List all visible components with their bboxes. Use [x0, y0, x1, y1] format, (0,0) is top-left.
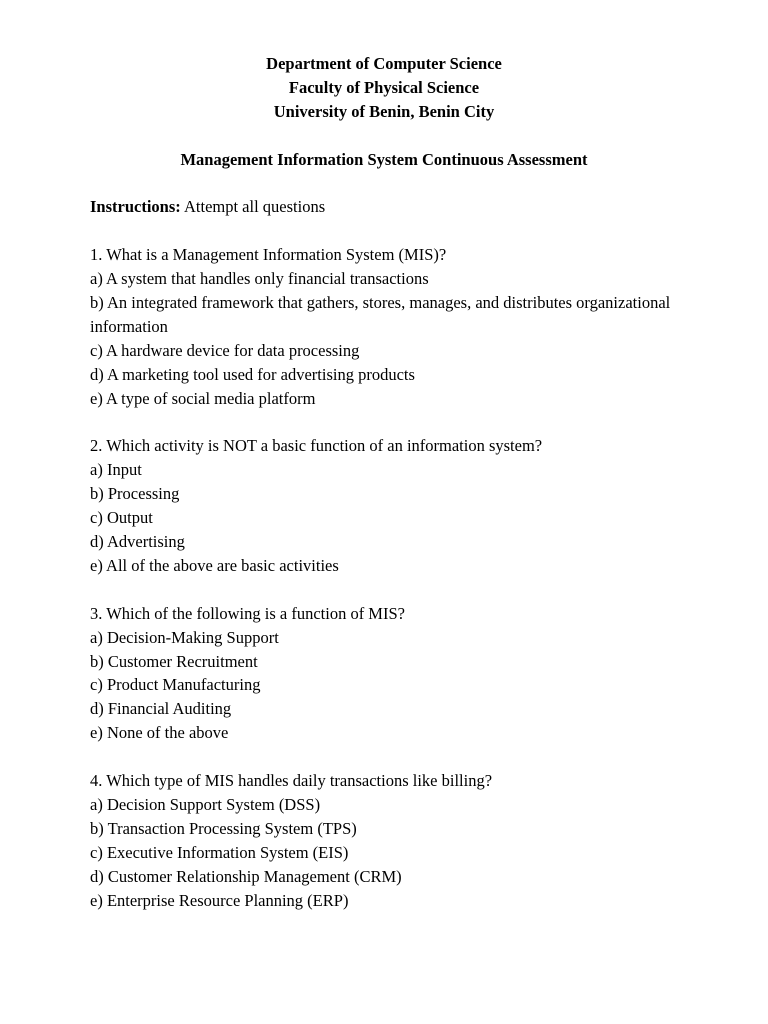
option-a: a) Decision-Making Support	[90, 627, 279, 647]
option-b: b) Processing	[90, 484, 180, 504]
option-a: a) Input	[90, 460, 142, 480]
option-a: a) A system that handles only financial transactions	[90, 269, 429, 289]
question-2	[90, 434, 680, 577]
option-e: e) A type of social media platform	[90, 388, 316, 408]
faculty-name: Faculty of Physical Science	[288, 77, 480, 97]
option-c: c) Output	[90, 508, 153, 528]
option-a: a) Decision Support System (DSS)	[90, 795, 321, 814]
question-4	[90, 769, 680, 912]
option-d: d) Customer Relationship Management (CRM)	[90, 866, 402, 886]
instructions-label: Instructions:	[90, 197, 181, 217]
option-b: b) An integrated framework that gathers, stores, manages, and distributes organizational information	[90, 293, 671, 336]
option-d: d) A marketing tool used for advertising products	[90, 364, 415, 384]
assessment-title: Management Information System Continuous Assessment	[180, 149, 588, 169]
option-d: d) Financial Auditing	[90, 699, 232, 719]
question-3	[90, 602, 680, 745]
option-b: b) Customer Recruitment	[90, 651, 258, 671]
document-header	[90, 52, 678, 124]
instructions-text: Attempt all questions	[180, 197, 326, 217]
document-page	[90, 52, 680, 913]
question-stem: 3. Which of the following is a function of MIS?	[90, 603, 405, 623]
option-c: c) A hardware device for data processing	[90, 340, 360, 360]
option-e: e) All of the above are basic activities	[90, 555, 339, 575]
option-e: e) Enterprise Resource Planning (ERP)	[90, 890, 349, 910]
question-stem: 4. Which type of MIS handles daily transactions like billing?	[90, 771, 493, 791]
option-c: c) Product Manufacturing	[90, 675, 261, 695]
option-e: e) None of the above	[90, 723, 229, 743]
department-name: Department of Computer Science	[266, 54, 502, 73]
question-stem: 1. What is a Management Information System (MIS)?	[90, 245, 447, 265]
question-stem: 2. Which activity is NOT a basic function of an information system?	[90, 436, 543, 456]
question-1	[90, 243, 680, 410]
option-c: c) Executive Information System (EIS)	[90, 842, 349, 862]
university-name: University of Benin, Benin City	[273, 101, 495, 121]
option-b: b) Transaction Processing System (TPS)	[90, 818, 357, 838]
instructions	[90, 195, 680, 219]
option-d: d) Advertising	[90, 532, 185, 552]
